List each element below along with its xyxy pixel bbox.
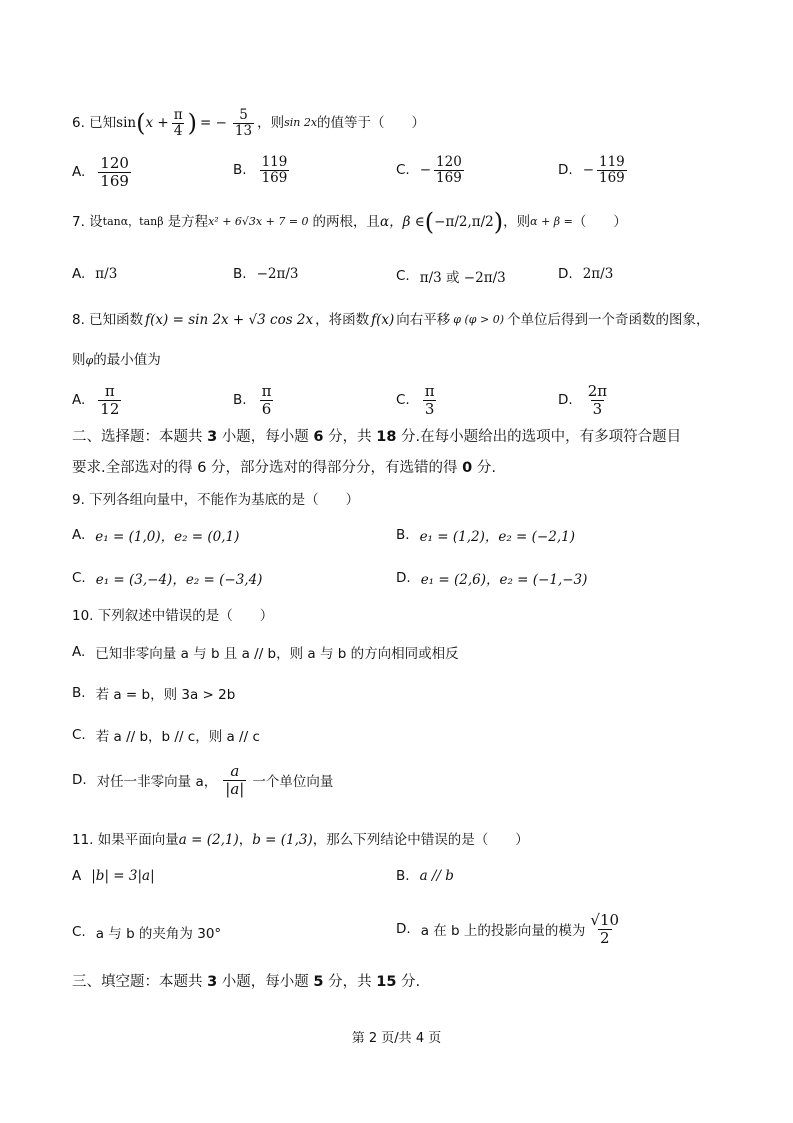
option-label: C. xyxy=(72,570,86,586)
q8-option-c[interactable] xyxy=(396,383,440,417)
q8-phi-cond: φ (φ > 0) xyxy=(453,313,504,326)
option-fraction xyxy=(586,383,609,417)
frac-den: 3 xyxy=(592,399,603,418)
option-fraction xyxy=(98,155,131,189)
q7-mid3: ，则 xyxy=(503,214,531,230)
q6-option-a[interactable] xyxy=(72,155,134,189)
frac-num: 120 xyxy=(100,154,129,172)
option-sign: − xyxy=(582,162,594,179)
frac-den: 3 xyxy=(424,399,435,418)
frac-den: 12 xyxy=(100,399,120,418)
section3-text: 三、填空题：本题共 xyxy=(72,974,208,990)
section2-text: 要求.全部选对的得 6 分，部分选对的得部分分，有选错的得 xyxy=(72,460,463,476)
option-content: 若 a // b，b // c，则 a // c xyxy=(95,729,260,745)
q8-option-a[interactable] xyxy=(72,383,124,417)
frac-num: 120 xyxy=(436,154,462,170)
section2-text: 分. xyxy=(472,460,496,476)
q7-option-a[interactable] xyxy=(72,266,117,282)
option-label: B. xyxy=(233,266,247,282)
frac-num: 119 xyxy=(261,154,288,170)
paren-close: ) xyxy=(493,208,504,236)
option-prefix: 对任一非零向量 a， xyxy=(96,774,218,790)
q10-stem: 10. 下列叙述中错误的是（ ） xyxy=(72,608,274,624)
option-content: π/3 xyxy=(95,266,118,282)
q7-option-c[interactable] xyxy=(396,266,506,286)
option-label: B. xyxy=(396,868,410,884)
q6-sin2x: sin 2x xyxy=(284,116,318,130)
q11-stem xyxy=(72,830,529,850)
q6-option-c[interactable] xyxy=(396,155,467,186)
frac-num: π xyxy=(261,382,272,400)
q8-phi: φ xyxy=(85,354,94,367)
option-label: C. xyxy=(396,392,410,408)
q10-option-d[interactable] xyxy=(72,763,333,797)
q8-func: f(x) = sin 2x + √3 cos 2x xyxy=(145,312,314,328)
q6-sin: sin xyxy=(116,115,137,132)
q6-arg: x + xyxy=(145,115,169,132)
page-footer: 第 2 页/共 4 页 xyxy=(351,1031,442,1046)
frac-den: |a| xyxy=(225,779,245,798)
option-fraction xyxy=(260,155,290,186)
q8-line2-prefix: 则 xyxy=(72,352,86,368)
q6-stem xyxy=(72,108,425,139)
frac-den: 169 xyxy=(599,169,625,186)
option-label: A. xyxy=(72,527,86,543)
frac-den: 169 xyxy=(261,169,288,186)
option-label: B. xyxy=(396,527,410,543)
q8-option-d[interactable] xyxy=(558,383,612,417)
frac-num: 5 xyxy=(239,107,248,123)
option-label: A. xyxy=(72,392,86,408)
option-label: B. xyxy=(72,685,86,701)
section3-text: 小题，每小题 xyxy=(217,974,314,990)
option-content: −2π/3 xyxy=(256,266,299,282)
q11-vec-b: b = (1,3) xyxy=(252,832,313,848)
section2-zero: 0 xyxy=(462,460,473,476)
q10-option-b[interactable] xyxy=(72,683,235,703)
section3-text: 分. xyxy=(396,974,421,990)
frac-den: 4 xyxy=(173,122,183,139)
q7-interval-left: −π/2 xyxy=(434,214,468,230)
q9-option-b[interactable] xyxy=(396,525,575,545)
frac-den: 169 xyxy=(436,169,462,186)
q8-stem-line2 xyxy=(72,350,161,371)
section3-text: 分，共 xyxy=(323,974,377,990)
section2-text: 分.在每小题给出的选项中，有多项符合题目 xyxy=(396,429,682,445)
section2-line1 xyxy=(72,427,681,447)
q6-option-b[interactable] xyxy=(233,155,292,186)
option-label: C. xyxy=(396,268,410,284)
q7-alpha-beta: α，β ∈ xyxy=(380,214,425,230)
option-content: e₁ = (1,2)，e₂ = (−2,1) xyxy=(419,529,575,545)
q7-equation: x² + 6√3x + 7 = 0 xyxy=(208,215,309,228)
q7-mid2: 的两根，且 xyxy=(312,214,381,230)
option-prefix: a 在 b 上的投影向量的模为 xyxy=(420,923,586,939)
paren-close: ) xyxy=(187,109,197,138)
q11-option-b[interactable] xyxy=(396,868,454,884)
q6-option-d[interactable] xyxy=(558,155,630,186)
q9-option-c[interactable] xyxy=(72,568,262,588)
frac-num: π xyxy=(104,382,115,400)
option-label: D. xyxy=(396,921,411,937)
q7-stem xyxy=(72,208,627,236)
q7-prefix: 7. 设 xyxy=(72,214,103,230)
q11-prefix: 11. 如果平面向量 xyxy=(72,832,179,848)
q11-comma: ， xyxy=(238,832,253,848)
option-label: A. xyxy=(72,644,86,660)
option-suffix: 一个单位向量 xyxy=(252,774,334,790)
frac-num: π xyxy=(424,382,435,400)
option-content: 若 a = b，则 3a > 2b xyxy=(95,687,236,703)
q8-fx: f(x) xyxy=(371,312,395,328)
q11-suffix: ，那么下列结论中错误的是（ ） xyxy=(312,832,529,848)
option-fraction xyxy=(260,383,274,417)
q9-option-a[interactable] xyxy=(72,525,239,545)
q7-option-b[interactable] xyxy=(233,266,298,282)
paren-open: ( xyxy=(136,109,146,138)
frac-num: √10 xyxy=(590,911,620,929)
option-label: D. xyxy=(558,162,573,179)
option-fraction xyxy=(423,383,437,417)
q8-mid3: 个单位后得到一个奇函数的图象， xyxy=(507,312,710,328)
q6-suffix: 的值等于（ ） xyxy=(317,115,426,132)
q8-stem-line1 xyxy=(72,310,710,330)
frac-num: a xyxy=(230,762,240,780)
section2-count: 3 xyxy=(207,429,218,445)
q8-mid1: ，将函数 xyxy=(315,312,370,328)
option-fraction xyxy=(98,383,121,417)
q11-option-c[interactable] xyxy=(72,922,221,942)
option-label: D. xyxy=(396,570,411,586)
section2-points: 6 xyxy=(313,429,324,445)
q9-stem: 9. 下列各组向量中，不能作为基底的是（ ） xyxy=(72,492,360,508)
q6-prefix: 6. 已知 xyxy=(72,115,117,132)
q7-interval-right: π/2 xyxy=(471,214,494,230)
section2-total: 18 xyxy=(376,429,397,445)
q6-pi-over-4 xyxy=(172,108,185,139)
option-content: a // b xyxy=(419,868,454,884)
option-fraction xyxy=(597,155,627,186)
q11-option-a[interactable] xyxy=(72,868,155,884)
section3-total: 15 xyxy=(376,974,397,990)
q7-suffix: （ ） xyxy=(572,214,627,230)
option-label: D. xyxy=(558,392,573,408)
q9-option-d[interactable] xyxy=(396,568,587,588)
section2-line2 xyxy=(72,458,496,478)
option-content: 2π/3 xyxy=(582,266,614,282)
q8-option-b[interactable] xyxy=(233,383,276,417)
option-label: C. xyxy=(396,162,410,179)
option-sign: − xyxy=(419,162,432,179)
q7-mid1: 是方程 xyxy=(167,214,209,230)
frac-den: 169 xyxy=(100,171,129,190)
unit-vector-fraction xyxy=(223,763,246,797)
frac-num: π xyxy=(173,107,183,123)
option-label: A. xyxy=(72,164,86,180)
option-content: e₁ = (3,−4)，e₂ = (−3,4) xyxy=(95,572,263,588)
q6-then: ，则 xyxy=(257,115,285,132)
option-content: e₁ = (2,6)，e₂ = (−1,−3) xyxy=(420,572,588,588)
q8-line2-suffix: 的最小值为 xyxy=(93,352,161,368)
option-fraction xyxy=(434,155,464,186)
q10-option-c[interactable] xyxy=(72,725,260,745)
option-label: A xyxy=(72,868,82,884)
option-label: B. xyxy=(233,162,247,179)
option-label: A. xyxy=(72,266,86,282)
frac-den: 6 xyxy=(261,399,272,418)
q7-tan-pair: tanα，tanβ xyxy=(102,215,164,228)
section2-text: 分，共 xyxy=(323,429,377,445)
q7-sum: α + β = xyxy=(530,215,573,228)
option-label: B. xyxy=(233,392,247,408)
q11-option-d[interactable] xyxy=(396,912,624,946)
option-label: D. xyxy=(558,266,573,282)
section3-header xyxy=(72,972,420,992)
frac-den: 2 xyxy=(599,928,610,947)
paren-open: ( xyxy=(424,208,435,236)
option-fraction xyxy=(588,912,621,946)
option-content: a 与 b 的夹角为 30° xyxy=(95,926,222,942)
frac-num: 2π xyxy=(587,382,608,400)
option-content: 已知非零向量 a 与 b 且 a // b，则 a 与 b 的方向相同或相反 xyxy=(95,646,459,662)
option-label: C. xyxy=(72,924,86,940)
option-label: C. xyxy=(72,727,86,743)
option-content: π/3 或 −2π/3 xyxy=(419,270,506,286)
q7-comma: , xyxy=(467,214,472,230)
q6-eq: = − xyxy=(199,115,227,132)
option-content: e₁ = (1,0)，e₂ = (0,1) xyxy=(95,529,240,545)
section3-count: 3 xyxy=(207,974,218,990)
frac-den: 13 xyxy=(234,122,253,139)
q8-mid2: 向右平移 xyxy=(396,312,451,328)
q11-vec-a: a = (2,1) xyxy=(178,832,239,848)
section2-text: 小题，每小题 xyxy=(217,429,314,445)
frac-num: 119 xyxy=(599,154,625,170)
q8-prefix: 8. 已知函数 xyxy=(72,312,144,328)
q7-option-d[interactable] xyxy=(558,266,613,282)
q10-option-a[interactable] xyxy=(72,642,459,662)
q6-five-thirteenths xyxy=(233,108,254,139)
section2-text: 二、选择题：本题共 xyxy=(72,429,208,445)
section3-points: 5 xyxy=(313,974,324,990)
option-content: |b| = 3|a| xyxy=(91,868,155,884)
option-label: D. xyxy=(72,772,87,788)
